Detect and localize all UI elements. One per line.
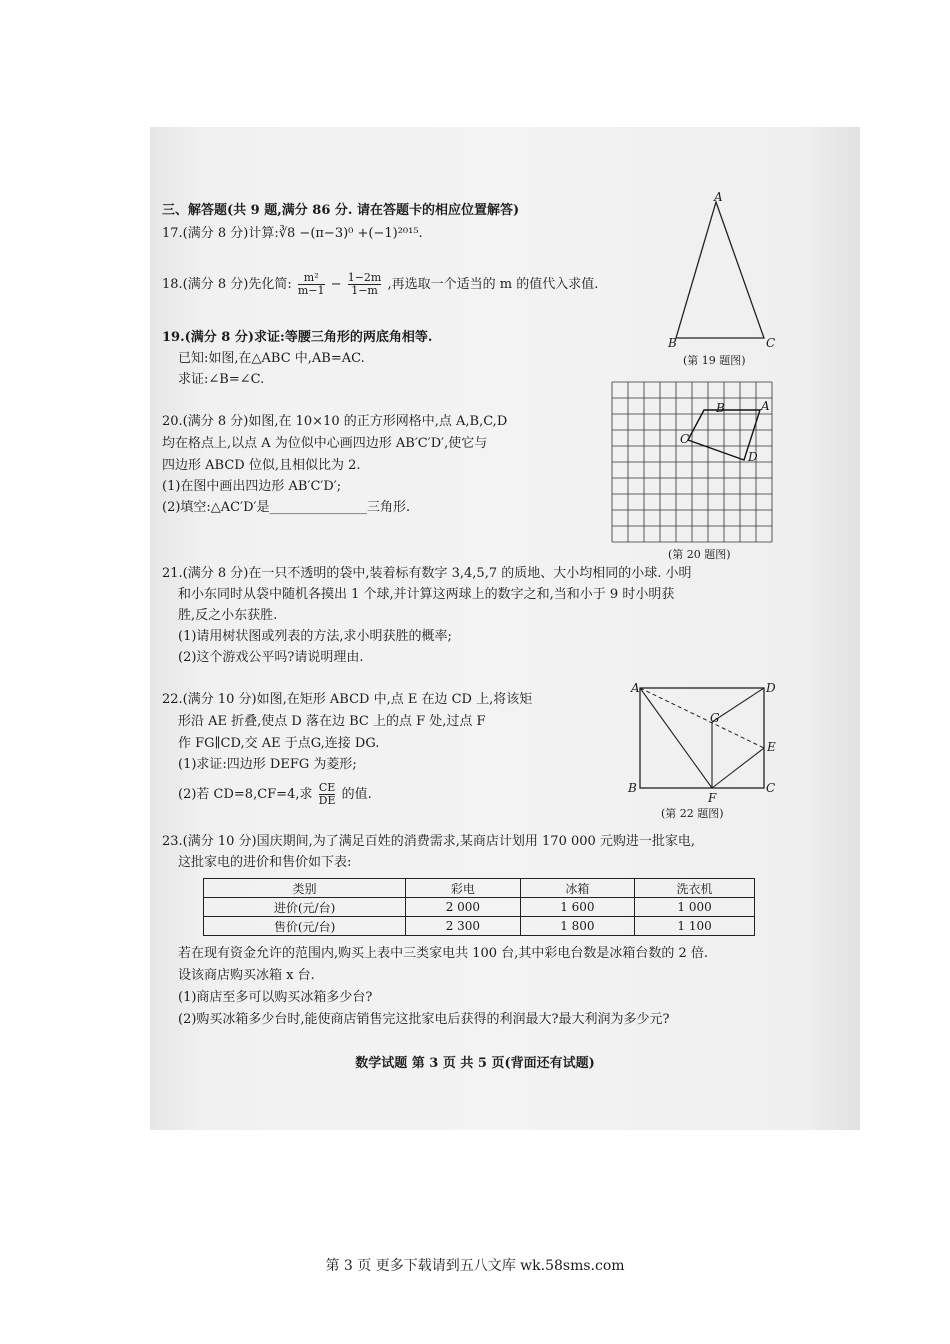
question-20-line3: 四边形 ABCD 位似,且相似比为 2. <box>162 458 361 473</box>
question-19-line3: 求证:∠B=∠C. <box>178 372 265 387</box>
table-header-row <box>204 879 755 898</box>
table-cell: 2 000 <box>406 898 521 917</box>
q22-label-F: F <box>708 791 717 805</box>
table-cell: 1 000 <box>635 898 755 917</box>
q22-label-A: A <box>631 681 640 695</box>
question-23-line5: (1)商店至多可以购买冰箱多少台? <box>178 990 373 1005</box>
question-22-line5 <box>178 782 372 807</box>
q18-minus: − <box>330 277 342 292</box>
q19-label-A: A <box>714 190 723 204</box>
q22-caption: (第 22 题图) <box>661 807 724 820</box>
q22-label-D: D <box>766 681 776 695</box>
question-21-line4: (1)请用树状图或列表的方法,求小明获胜的概率; <box>178 629 452 644</box>
question-19-line2: 已知:如图,在△ABC 中,AB=AC. <box>178 351 365 366</box>
q20-label-B: B <box>716 401 725 415</box>
download-watermark: 第 3 页 更多下载请到五八文库 wk.58sms.com <box>325 1258 625 1274</box>
q18-fraction-1: $\frac{\text{m²}}{m-1}$ <box>297 271 325 297</box>
q22-label-E: E <box>767 740 776 754</box>
question-18 <box>162 272 598 297</box>
question-20-line5: (2)填空:△AC′D′是_______________三角形. <box>162 500 411 515</box>
q18-prefix: 18.(满分 8 分)先化简: <box>162 277 292 292</box>
question-21-line2: 和小东同时从袋中随机各摸出 1 个球,并计算这两球上的数字之和,当和小于 9 时小明获 <box>178 587 675 602</box>
question-21-line1: 21.(满分 8 分)在一只不透明的袋中,装着标有数字 3,4,5,7 的质地、大小均相同的小球. 小明 <box>162 566 692 581</box>
segment-af <box>640 688 712 788</box>
question-17: 17.(满分 8 分)计算:∛8 −(π−3)⁰ +(−1)²⁰¹⁵. <box>162 226 423 241</box>
question-20-line2: 均在格点上,以点 A 为位似中心画四边形 AB′C′D′,使它与 <box>162 436 488 451</box>
price-table <box>203 878 755 936</box>
triangle-figure-19 <box>660 190 780 350</box>
question-20-line4: (1)在图中画出四边形 AB′C′D′; <box>162 479 342 494</box>
question-21-line5: (2)这个游戏公平吗?请说明理由. <box>178 650 364 665</box>
table-cell: 进价(元/台) <box>204 898 406 917</box>
rectangle-abcd <box>640 688 764 788</box>
question-23-line2: 这批家电的进价和售价如下表: <box>178 855 352 870</box>
q20-label-A: A <box>761 399 770 413</box>
q22-label-G: G <box>710 711 720 725</box>
question-23-line1: 23.(满分 10 分)国庆期间,为了满足百姓的消费需求,某商店计划用 170 000 元购进一批家电, <box>162 834 696 849</box>
question-21-line3: 胜,反之小东获胜. <box>178 608 278 623</box>
exam-page-footer: 数学试题 第 3 页 共 5 页(背面还有试题) <box>355 1056 595 1071</box>
table-row <box>204 898 755 917</box>
question-23-line6: (2)购买冰箱多少台时,能使商店销售完这批家电后获得的利润最大?最大利润为多少元? <box>178 1012 670 1027</box>
question-22-line4: (1)求证:四边形 DEFG 为菱形; <box>178 757 357 772</box>
triangle-abc <box>676 202 764 338</box>
q22-label-C: C <box>766 781 776 795</box>
q22-line5-suffix: 的值. <box>341 787 372 802</box>
table-row <box>204 917 755 936</box>
q20-caption: (第 20 题图) <box>668 548 731 561</box>
table-cell: 1 100 <box>635 917 755 936</box>
fold-line-ae <box>640 688 764 748</box>
segment-fe <box>712 748 764 788</box>
q19-label-B: B <box>668 336 677 350</box>
question-23-line4: 设该商店购买冰箱 x 台. <box>178 968 315 983</box>
question-22-line2: 形沿 AE 折叠,使点 D 落在边 BC 上的点 F 处,过点 F <box>178 714 486 729</box>
table-header-cell: 彩电 <box>406 879 521 898</box>
table-cell: 1 800 <box>520 917 635 936</box>
table-cell: 2 300 <box>406 917 521 936</box>
q22-line5-prefix: (2)若 CD=8,CF=4,求 <box>178 787 313 802</box>
question-22-line3: 作 FG∥CD,交 AE 于点G,连接 DG. <box>178 736 380 751</box>
table-cell: 1 600 <box>520 898 635 917</box>
table-header-cell: 类别 <box>204 879 406 898</box>
q22-fraction: $\frac{CE}{DE}$ <box>318 781 336 807</box>
q18-fraction-2: $\frac{1-2m}{1-m}$ <box>347 271 382 297</box>
q19-caption: (第 19 题图) <box>683 354 746 367</box>
question-20-line1: 20.(满分 8 分)如图,在 10×10 的正方形网格中,点 A,B,C,D <box>162 414 508 429</box>
q19-label-C: C <box>766 336 776 350</box>
rectangle-figure-22 <box>630 680 770 795</box>
q18-suffix: ,再选取一个适当的 m 的值代入求值. <box>387 277 599 292</box>
table-cell: 售价(元/台) <box>204 917 406 936</box>
section-header: 三、解答题(共 9 题,满分 86 分. 请在答题卡的相应位置解答) <box>162 203 520 218</box>
q22-label-B: B <box>628 781 637 795</box>
question-23-line3: 若在现有资金允许的范围内,购买上表中三类家电共 100 台,其中彩电台数是冰箱台数的 2 倍. <box>178 946 709 961</box>
question-22-line1: 22.(满分 10 分)如图,在矩形 ABCD 中,点 E 在边 CD 上,将该矩 <box>162 692 533 707</box>
table-header-cell: 洗衣机 <box>635 879 755 898</box>
q20-label-D: D <box>748 450 758 464</box>
table-header-cell: 冰箱 <box>520 879 635 898</box>
q20-label-C: C <box>680 432 690 446</box>
question-19-line1: 19.(满分 8 分)求证:等腰三角形的两底角相等. <box>162 330 433 345</box>
